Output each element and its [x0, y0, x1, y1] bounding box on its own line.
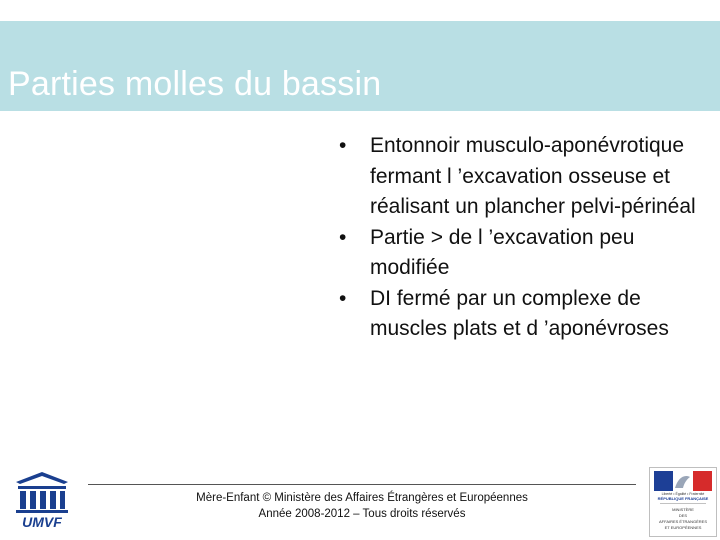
bullet-dot: •: [339, 225, 347, 249]
bullet-item: [337, 223, 707, 284]
footer-years: Année 2008-2012 – Tous droits réservés: [258, 508, 466, 520]
ministry-line: DES: [678, 513, 688, 518]
ministry-republic: RÉPUBLIQUE FRANÇAISE: [657, 496, 709, 501]
ministry-logo: [649, 467, 717, 537]
ministry-line: ET EUROPÉENNES: [664, 525, 702, 530]
ministry-line: AFFAIRES ÉTRANGÈRES: [658, 519, 708, 524]
bullet-text: DI fermé par un complexe de muscles plats et d ’aponévroses: [370, 286, 669, 340]
bullet-text: Partie > de l ’excavation peu modifiée: [370, 225, 635, 279]
umvf-logo: [10, 470, 74, 530]
slide-title: Parties molles du bassin: [8, 65, 382, 103]
footer: [90, 490, 634, 522]
bullet-text: Entonnoir musculo-aponévrotique fermant l ’excavation osseuse et réalisant un plancher pelvi-périnéal: [370, 134, 696, 218]
footer-copyright: Mère-Enfant © Ministère des Affaires Étrangères et Européennes: [196, 492, 528, 504]
bullet-item: [337, 131, 707, 223]
footer-divider: [88, 484, 636, 485]
bullet-list: [337, 131, 707, 345]
bullet-dot: •: [339, 134, 347, 157]
bullet-dot: •: [339, 286, 347, 310]
bullet-item: [337, 284, 707, 345]
ministry-motto: Liberté • Égalité • Fraternité: [661, 492, 705, 496]
ministry-line: MINISTÈRE: [672, 507, 694, 512]
umvf-logo-text: UMVF: [22, 514, 62, 530]
